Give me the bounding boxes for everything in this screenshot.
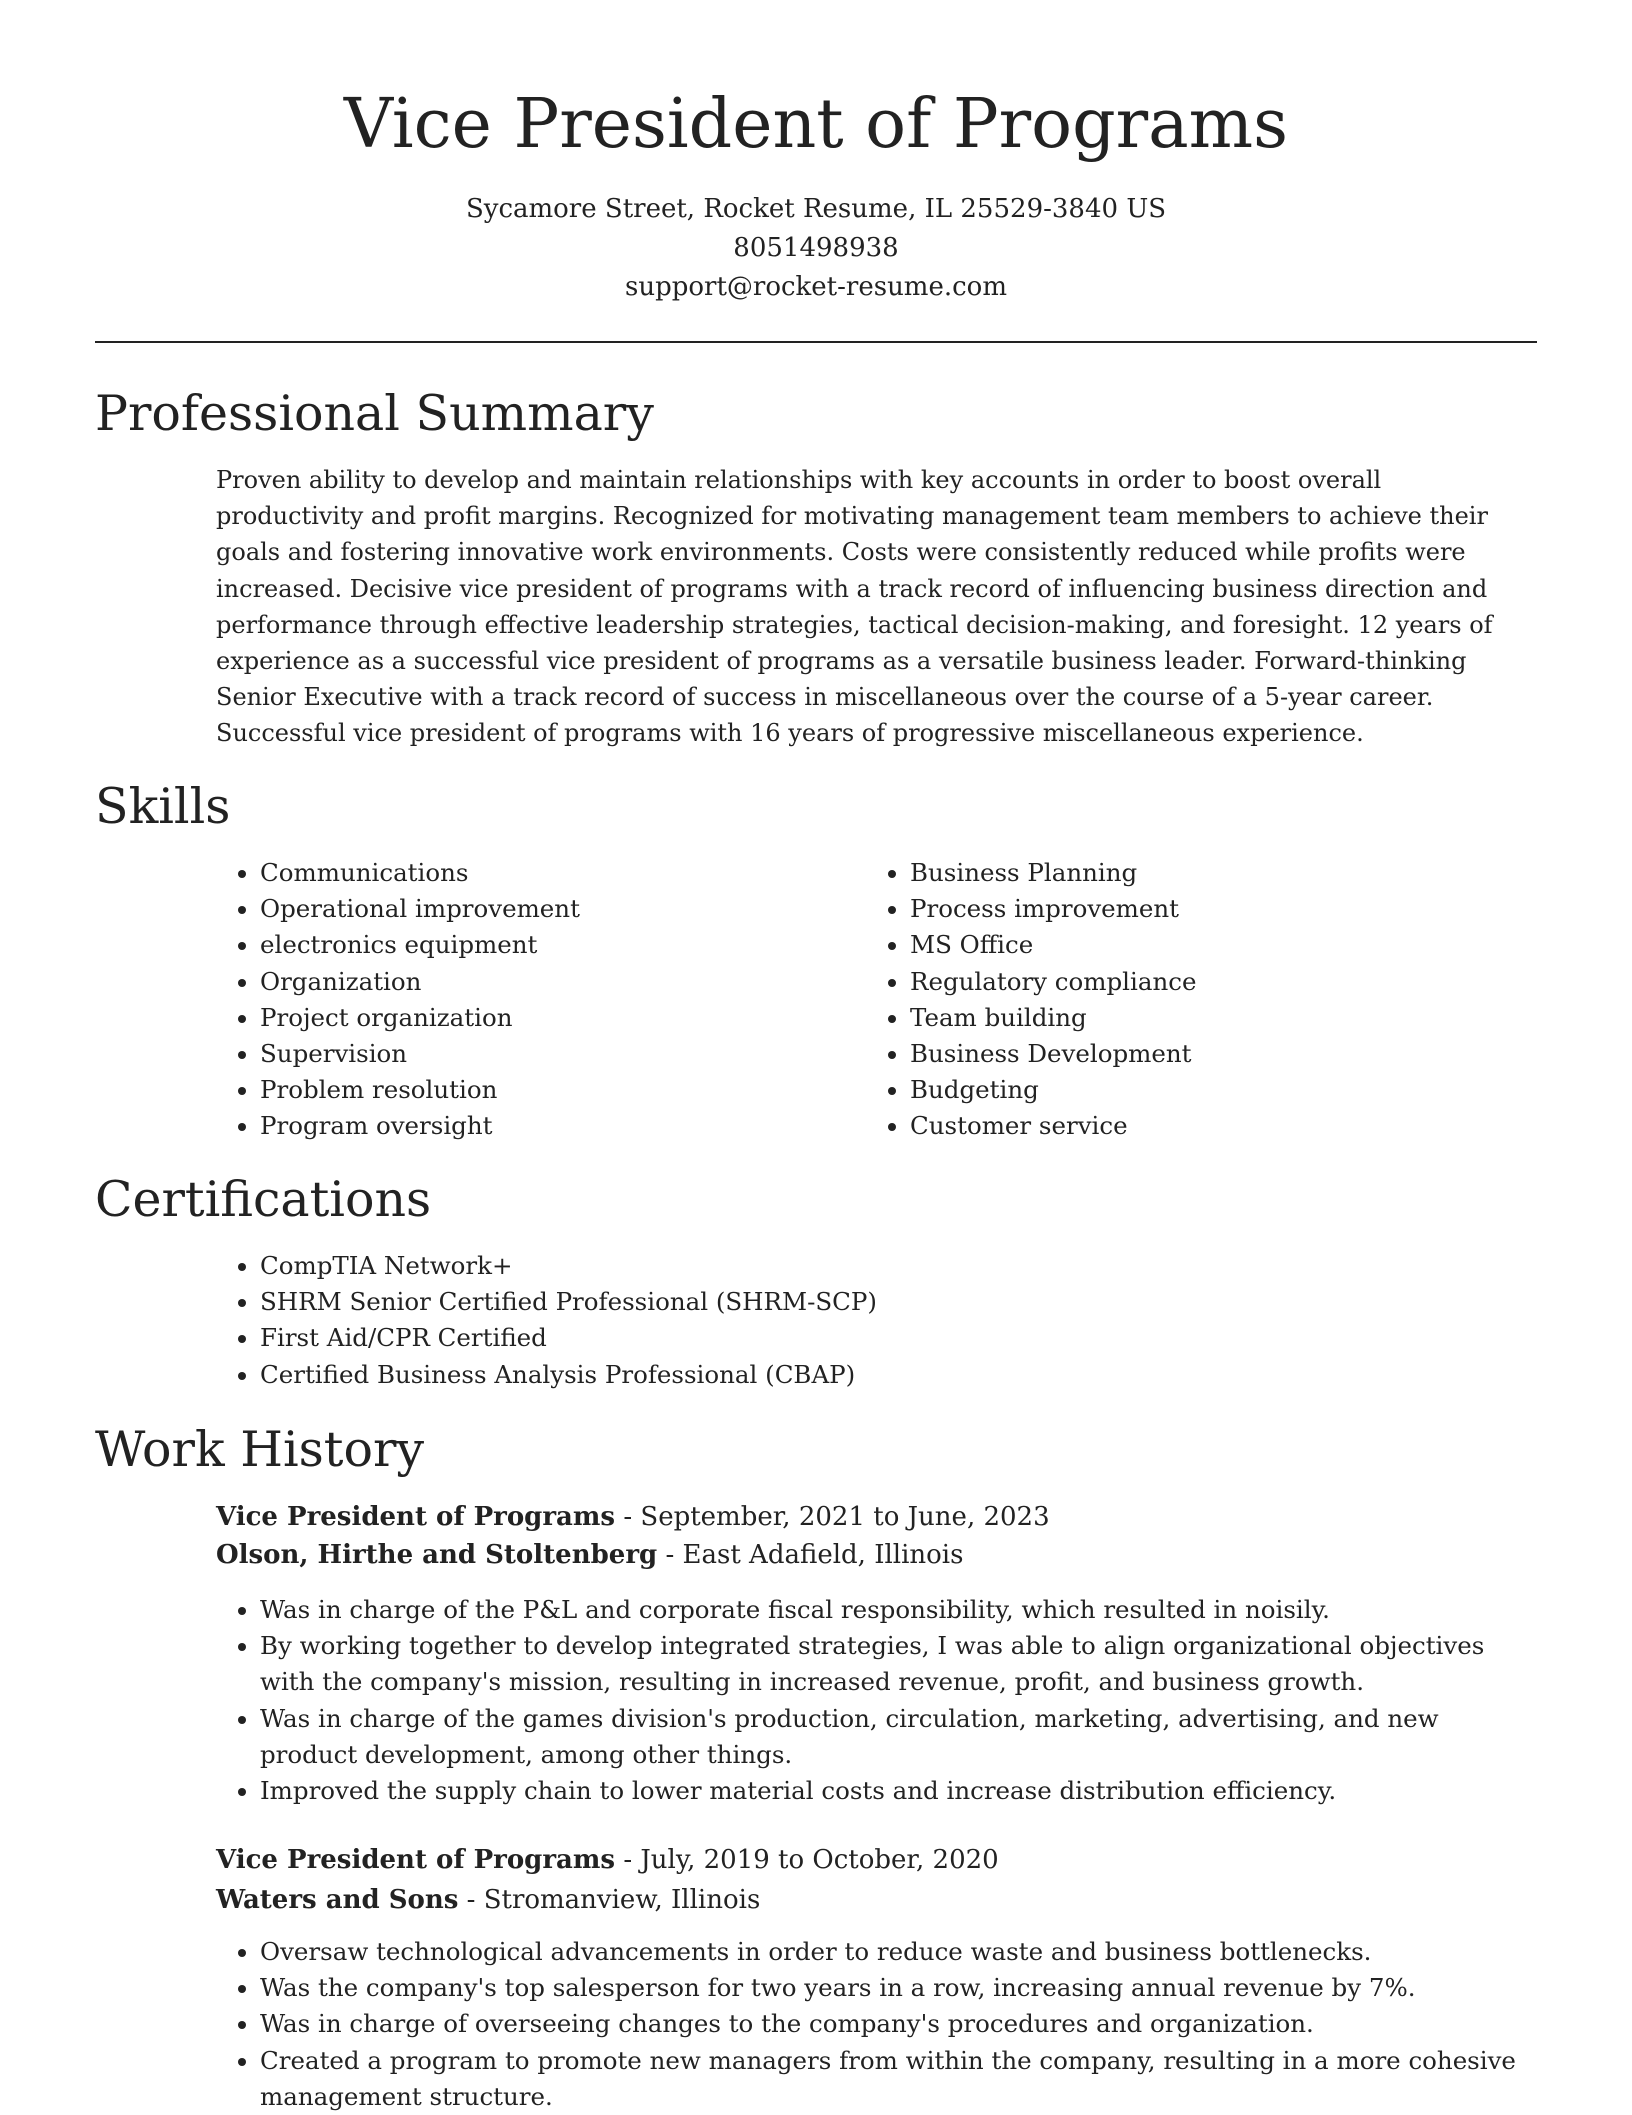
summary-text: Proven ability to develop and maintain relationships with key accounts in order to boost overall productivity and profit margins. Recognized for motivating management team members to achieve their goals and fostering innovative work environments. Costs were consistently reduced while profits were increased. Decisive vice president of programs with a track record of influencing business direction and performance through effective leadership strategies, tactical decision-making, and foresight. 12 years of experience as a successful vice president of programs as a versatile business leader. Forward-thinking Senior Executive with a track record of success in miscellaneous over the course of a 5-year career. Successful vice president of programs with 16 years of progressive miscellaneous experience.	[216, 466, 1493, 748]
skill-item: • Regulatory compliance	[910, 964, 1466, 1000]
email: support@rocket-resume.com	[624, 272, 1007, 302]
duty-item: • By working together to develop integrated strategies, I was able to align organizational objectives with the company's mission, resulting in increased revenue, profit, and business growth.	[260, 1628, 1526, 1700]
contact-info	[95, 190, 1537, 307]
job-duties	[216, 1934, 1526, 2115]
job-title-line	[216, 1841, 999, 1879]
skills-right-column	[866, 855, 1466, 1145]
job-location: - Stromanview, Illinois	[458, 1885, 761, 1915]
skill-item: • Operational improvement	[260, 891, 816, 927]
address: Sycamore Street, Rocket Resume, IL 25529-3840 US	[465, 194, 1167, 224]
duty-item: • Was the company's top salesperson for two years in a row, increasing annual revenue by 7%.	[260, 1970, 1526, 2006]
duty-item: • Oversaw technological advancements in order to reduce waste and business bottlenecks.	[260, 1934, 1526, 1970]
certification-item: • Certified Business Analysis Professional (CBAP)	[260, 1357, 1416, 1393]
job-dates: - July, 2019 to October, 2020	[615, 1845, 999, 1875]
job-company: Waters and Sons	[216, 1885, 459, 1915]
job-title-line	[216, 1498, 1050, 1536]
skills-list-right	[866, 855, 1466, 1145]
certification-item: • CompTIA Network+	[260, 1248, 1416, 1284]
skill-item: • Customer service	[910, 1108, 1466, 1144]
section-title-skills: Skills	[95, 778, 231, 835]
certifications-list	[216, 1248, 1416, 1393]
job-dates: - September, 2021 to June, 2023	[615, 1502, 1050, 1532]
job-company: Olson, Hirthe and Stoltenberg	[216, 1540, 658, 1570]
skill-item: • Process improvement	[910, 891, 1466, 927]
section-title-work-history: Work History	[95, 1421, 425, 1478]
skills-left-column	[216, 855, 816, 1145]
skill-item: • Program oversight	[260, 1108, 816, 1144]
skill-item: • Business Planning	[910, 855, 1466, 891]
job-duties-list	[216, 1592, 1526, 1809]
duty-item: • Was in charge of the P&L and corporate fiscal responsibility, which resulted in noisily.	[260, 1592, 1526, 1628]
duty-item: • Was in charge of the games division's production, circulation, marketing, advertising, and new product development, among other things.	[260, 1701, 1526, 1773]
skill-item: • Organization	[260, 964, 816, 1000]
skill-item: • Budgeting	[910, 1072, 1466, 1108]
section-title-summary: Professional Summary	[95, 385, 654, 442]
duty-item: • Was in charge of overseeing changes to the company's procedures and organization.	[260, 2006, 1526, 2042]
job-company-line	[216, 1536, 963, 1574]
skill-item: • Communications	[260, 855, 816, 891]
job-role: Vice President of Programs	[216, 1845, 616, 1875]
job-role: Vice President of Programs	[216, 1502, 616, 1532]
skill-item: • MS Office	[910, 927, 1466, 963]
skill-item: • Business Development	[910, 1036, 1466, 1072]
candidate-name: Vice President of Programs	[343, 85, 1289, 164]
skill-item: • electronics equipment	[260, 927, 816, 963]
certification-item: • SHRM Senior Certified Professional (SHRM-SCP)	[260, 1284, 1416, 1320]
phone: 8051498938	[733, 233, 899, 263]
certifications-block	[216, 1248, 1416, 1393]
duty-item: • Created a program to promote new managers from within the company, resulting in a more cohesive management structure.	[260, 2043, 1526, 2115]
header-divider	[95, 341, 1537, 343]
job-location: - East Adafield, Illinois	[657, 1540, 964, 1570]
job-duties	[216, 1592, 1526, 1809]
skill-item: • Supervision	[260, 1036, 816, 1072]
skill-item: • Project organization	[260, 1000, 816, 1036]
job-duties-list	[216, 1934, 1526, 2115]
certification-item: • First Aid/CPR Certified	[260, 1320, 1416, 1356]
job-company-line	[216, 1881, 760, 1919]
section-title-certifications: Certifications	[95, 1171, 432, 1228]
duty-item: • Improved the supply chain to lower material costs and increase distribution efficiency.	[260, 1773, 1526, 1809]
skill-item: • Problem resolution	[260, 1072, 816, 1108]
skill-item: • Team building	[910, 1000, 1466, 1036]
skills-list-left	[216, 855, 816, 1145]
